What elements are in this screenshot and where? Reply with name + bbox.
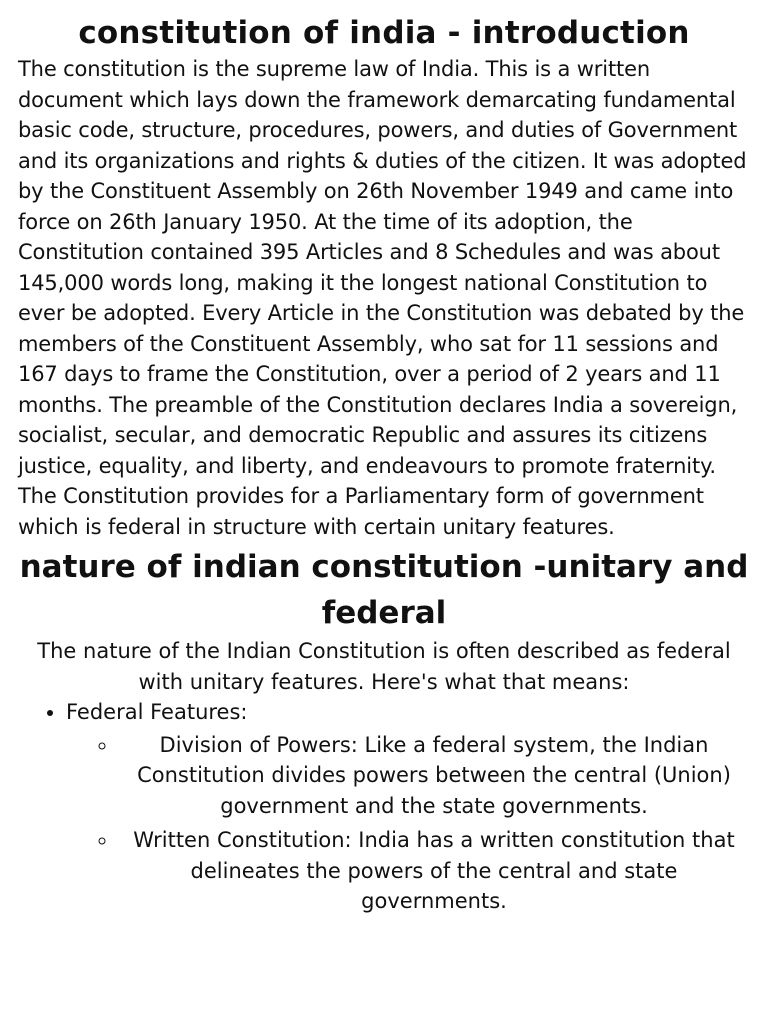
list-item (66, 697, 750, 919)
sub-list (66, 728, 750, 919)
sub-list-item: ◦ Division of Powers: Like a federal system, the Indian Constitution divides powers between the central (Union) government and the state governments. (118, 728, 750, 824)
feature-list (18, 697, 750, 919)
list-item-label: Federal Features: (66, 700, 248, 724)
section-lead: The nature of the Indian Constitution is often described as federal with unitary features. Here's what that means: (37, 639, 731, 694)
page-title: constitution of india - introduction (78, 15, 690, 51)
intro-paragraph: The constitution is the supreme law of India. This is a written document which lays down the framework demarcating fundamental basic code, structure, procedures, powers, and duties of Government and its organizations and rights & duties of the citizen. It was adopted by the Constituent Assembly on 26th November 1949 and came into force on 26th January 1950. At the time of its adoption, the Constitution contained 395 Articles and 8 Schedules and was about 145,000 words long, making it the longest national Constitution to ever be adopted. Every Article in the Constitution was debated by the members of the Constituent Assembly, who sat for 11 sessions and 167 days to frame the Constitution, over a period of 2 years and 11 months. The preamble of the Constitution declares India a sovereign, socialist, secular, and democratic Republic and assures its citizens justice, equality, and liberty, and endeavours to promote fraternity. The Constitution provides for a Parliamentary form of government which is federal in structure with certain unitary features. (18, 57, 747, 539)
section-heading: nature of indian constitution -unitary and federal (19, 549, 749, 631)
sub-list-item: ◦ Written Constitution: India has a written constitution that delineates the powers of the central and state governments. (118, 823, 750, 919)
